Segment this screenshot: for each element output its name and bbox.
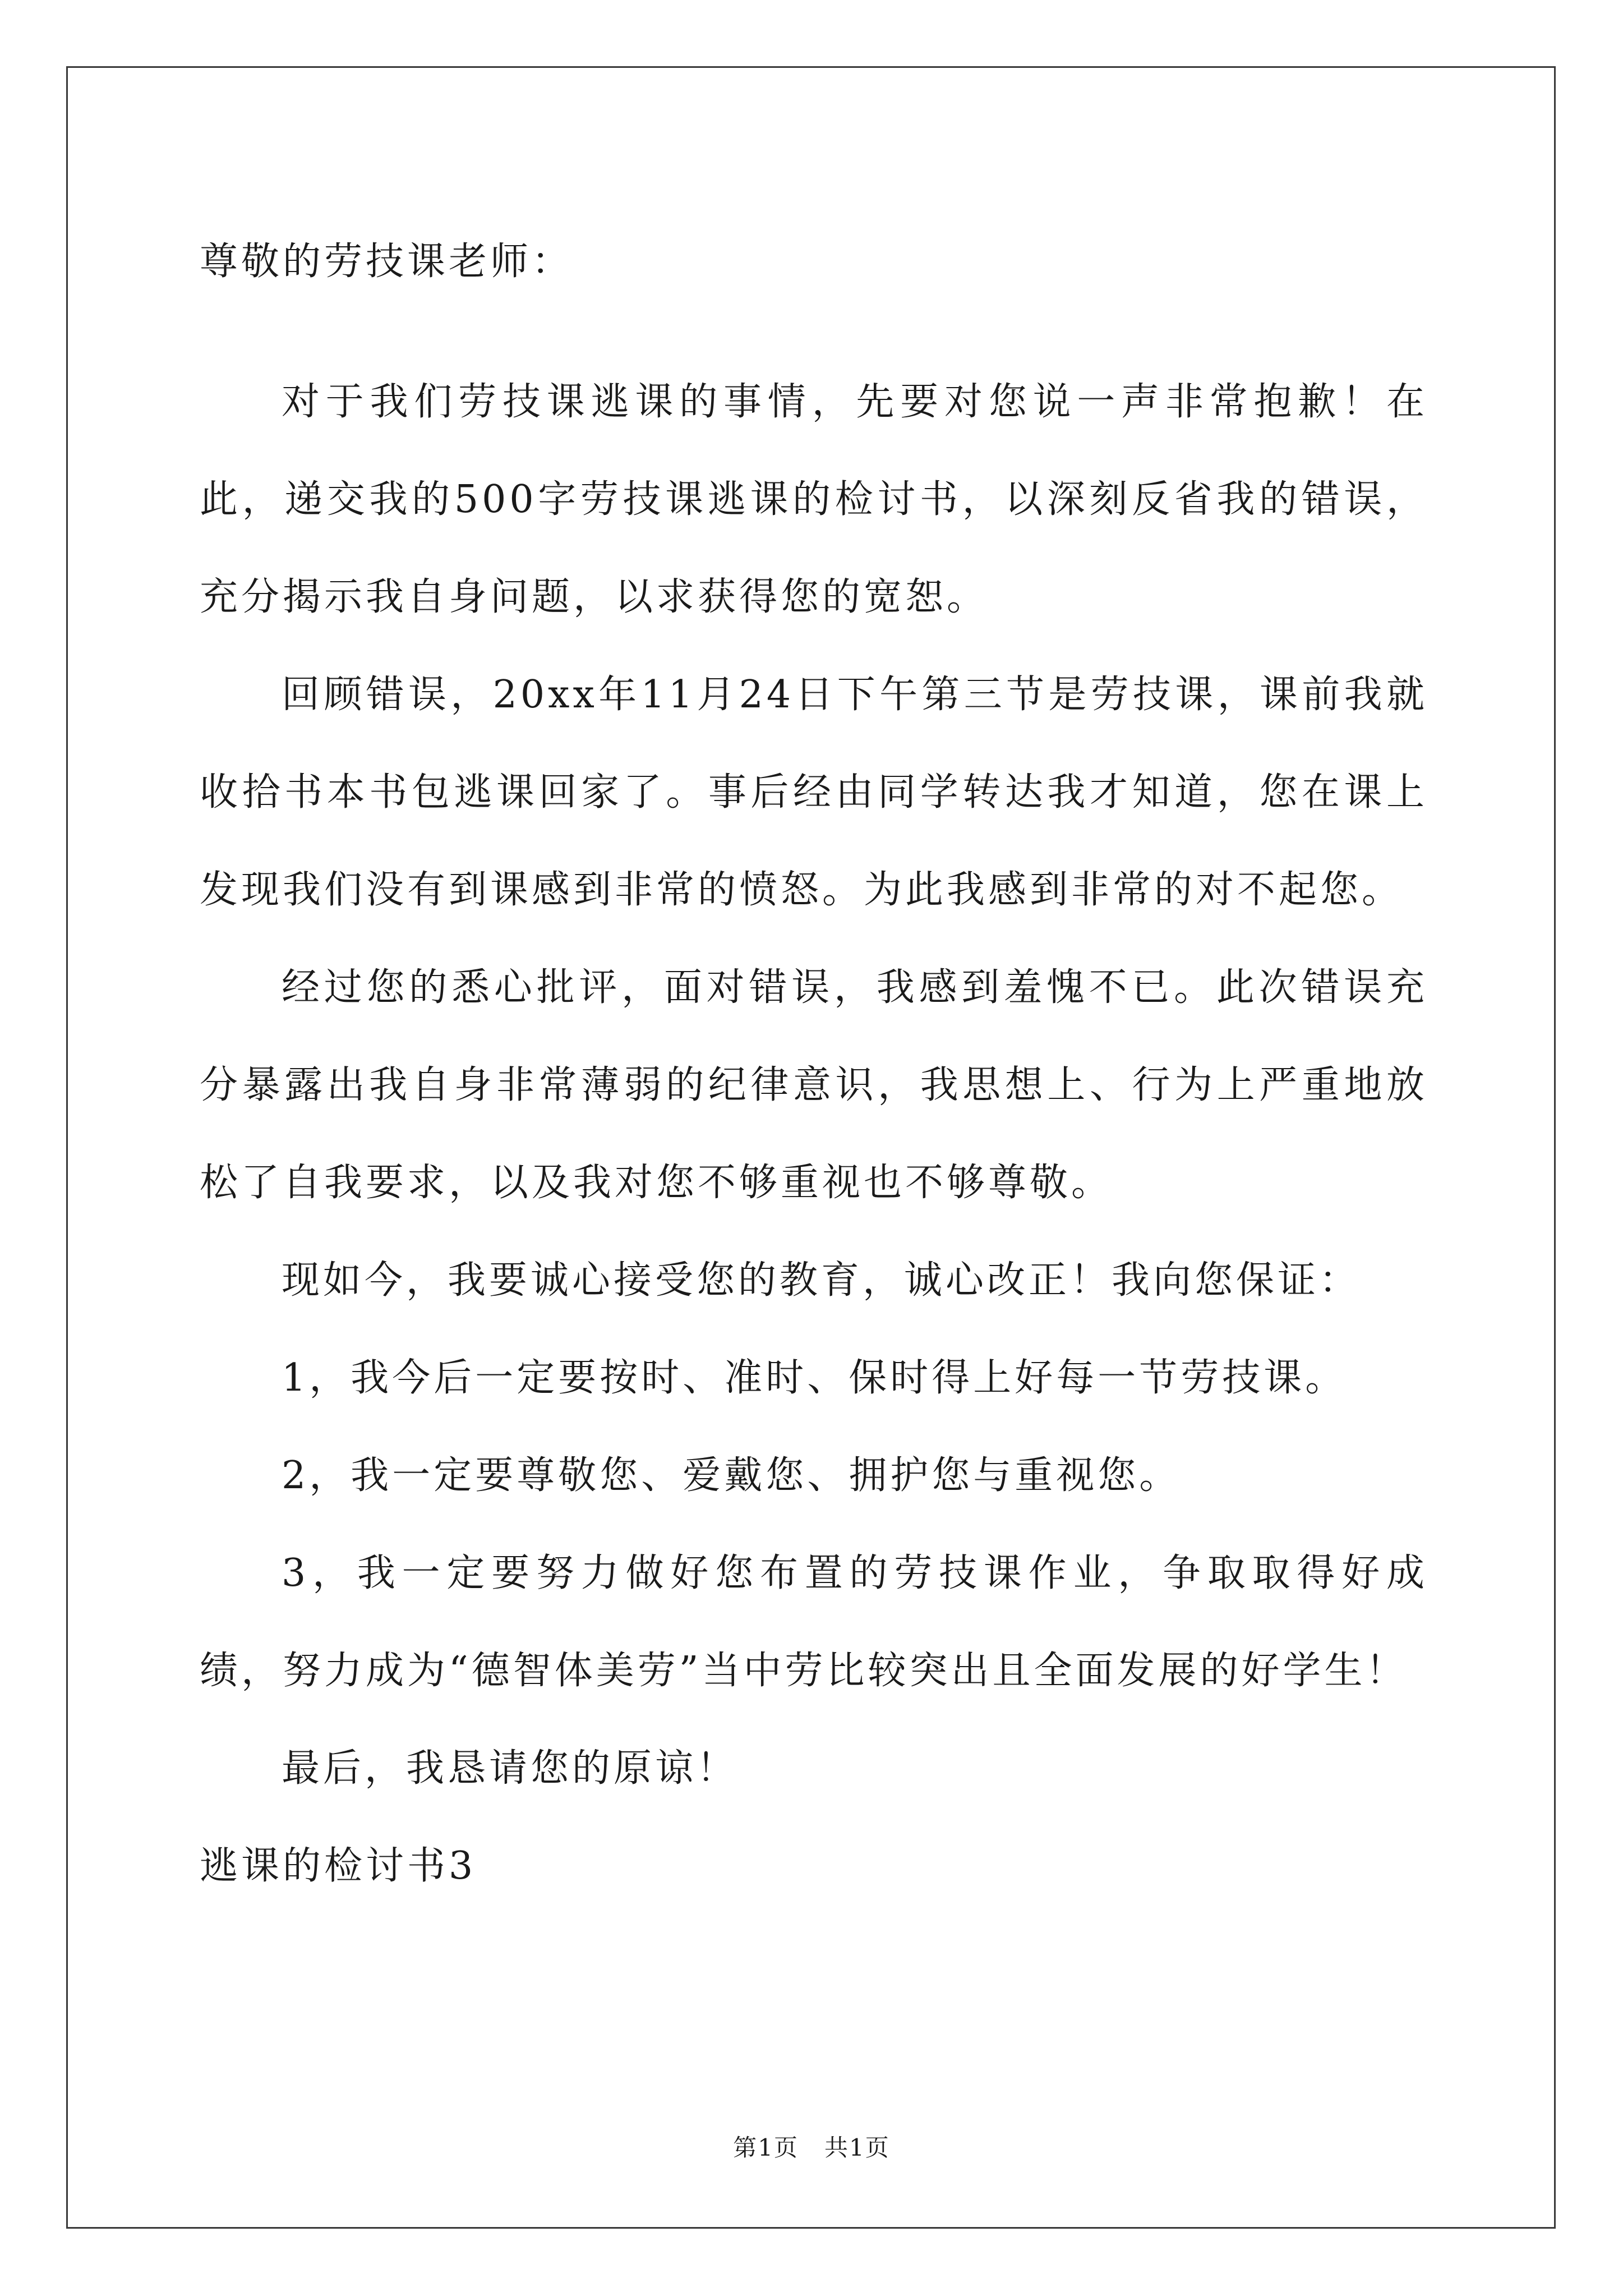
page-number-current: 第1页: [733, 2134, 799, 2161]
paragraph-apology: 对于我们劳技课逃课的事情，先要对您说一声非常抱歉！在此，递交我的500字劳技课逃课的检讨书，以深刻反省我的错误，充分揭示我自身问题，以求获得您的宽恕。: [200, 380, 1428, 619]
next-section-title: 逃课的检讨书3: [200, 1844, 477, 1888]
promise-item-1: 1，我今后一定要按时、准时、保时得上好每一节劳技课。: [282, 1356, 1347, 1400]
paragraph-review: 回顾错误，20xx年11月24日下午第三节是劳技课，课前我就收拾书本书包逃课回家了。事后经由同学转达我才知道，您在课上发现我们没有到课感到非常的愤怒。为此我感到非常的对不起您。: [200, 673, 1428, 912]
paragraph-closing: 最后，我恳请您的原谅！: [282, 1746, 739, 1791]
promise-item-3: 3，我一定要努力做好您布置的劳技课作业，争取取得好成绩，努力成为“德智体美劳”当中劳比较突出且全面发展的好学生！: [200, 1551, 1428, 1693]
page-number-total: 共1页: [824, 2134, 890, 2161]
paragraph-reflection: 经过您的悉心批评，面对错误，我感到羞愧不已。此次错误充分暴露出我自身非常薄弱的纪律意识，我思想上、行为上严重地放松了自我要求，以及我对您不够重视也不够尊敬。: [200, 965, 1428, 1205]
promise-item-2: 2，我一定要尊敬您、爱戴您、拥护您与重视您。: [282, 1453, 1181, 1498]
document-body: [200, 213, 1428, 1915]
page-footer: [0, 2129, 1623, 2163]
paragraph-promise-intro: 现如今，我要诚心接受您的教育，诚心改正！我向您保证：: [282, 1258, 1361, 1303]
salutation: 尊敬的劳技课老师：: [200, 240, 574, 284]
